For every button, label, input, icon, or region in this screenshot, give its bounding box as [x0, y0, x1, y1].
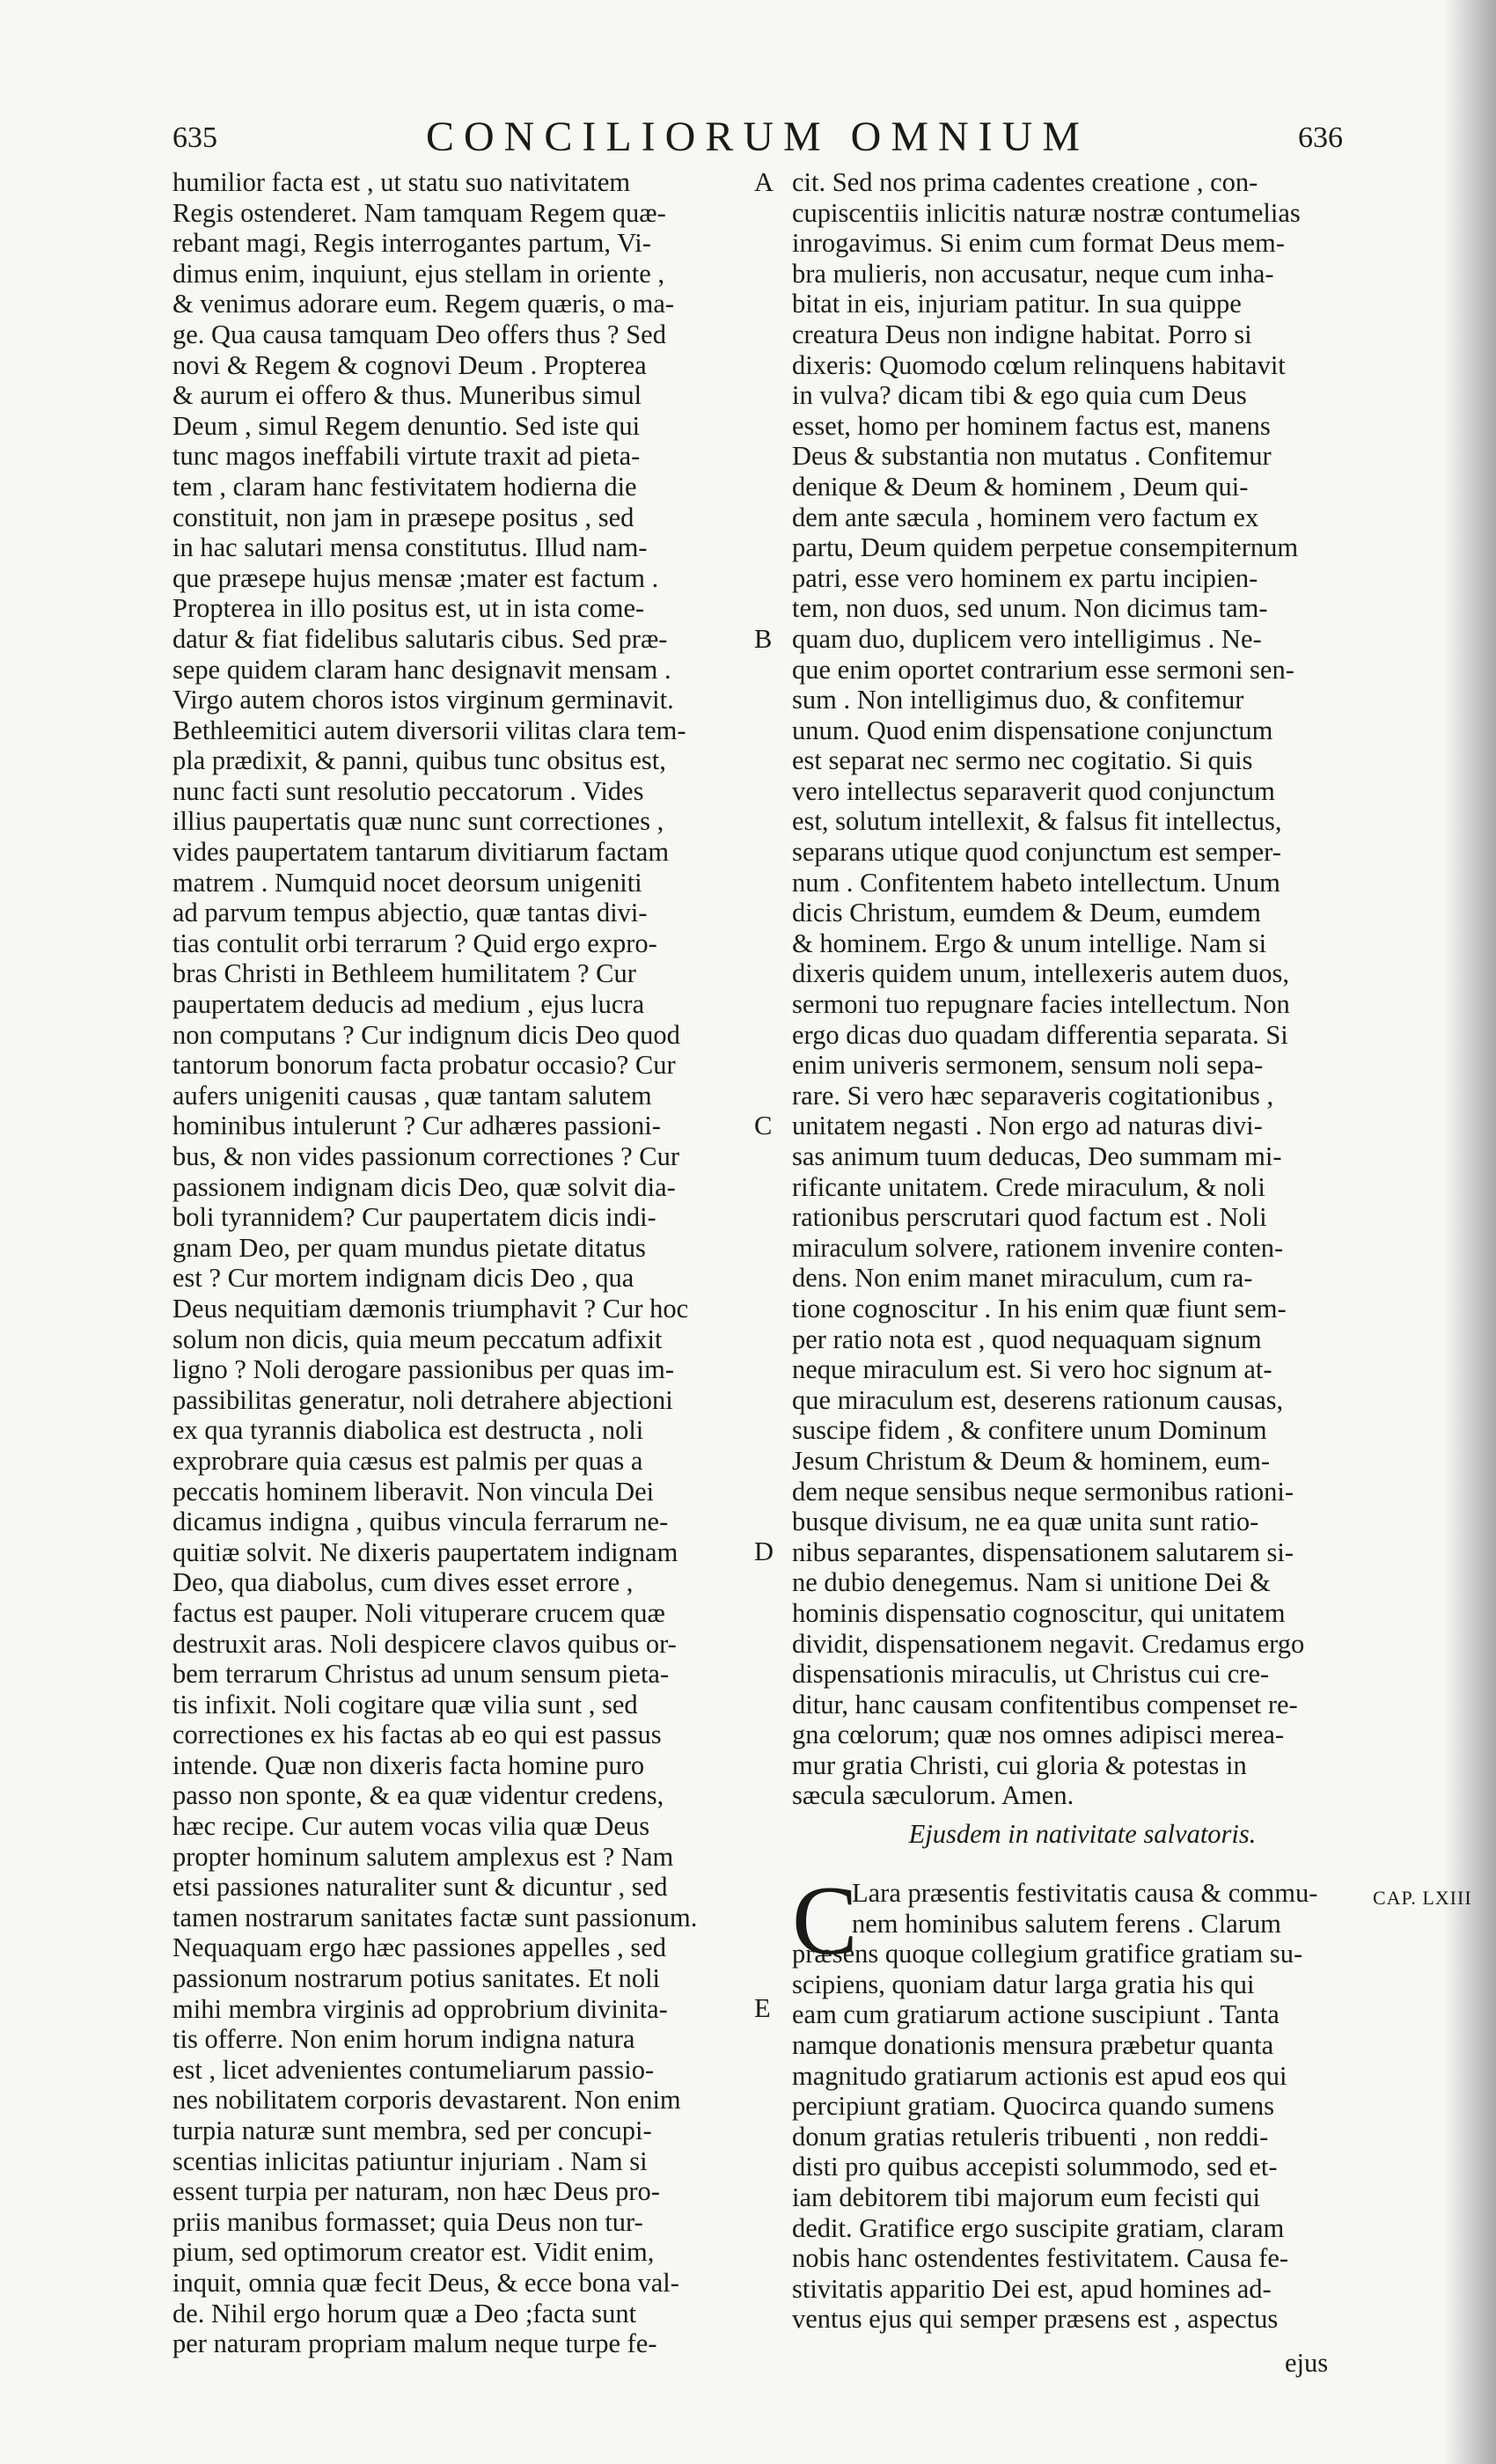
text-line: ne dubio denegemus. Nam si unitione Dei & [792, 1567, 1271, 1598]
text-line: quitiæ solvit. Ne dixeris paupertatem indignam [172, 1536, 678, 1567]
text-line: nobis hanc ostendentes festivitatem. Causa fe- [792, 2243, 1289, 2274]
text-line: unum. Quod enim dispensatione conjunctum [792, 715, 1273, 745]
text-line: disti pro quibus accepisti solummodo, sed et- [792, 2152, 1278, 2182]
text-line: ligno ? Noli derogare passionibus per quas im- [172, 1354, 675, 1385]
text-line: pium, sed optimorum creator est. Vidit enim, [172, 2237, 655, 2268]
text-line: miraculum solvere, rationem invenire conten- [792, 1232, 1284, 1263]
text-line: neque miraculum est. Si vero hoc signum at- [792, 1354, 1272, 1385]
margin-marker-b: B [754, 624, 773, 654]
text-line: illius paupertatis quæ nunc sunt correctiones , [172, 806, 664, 837]
right-column [792, 167, 1373, 1811]
text-line: bus, & non vides passionum correctiones ? Cur [172, 1141, 680, 1171]
text-line: tis infixit. Noli cogitare quæ vilia sunt , sed [172, 1689, 638, 1720]
text-line: priis manibus formasset; quia Deus non tur- [172, 2206, 643, 2237]
text-line: busque divisum, ne ea quæ unita sunt ratio- [792, 1507, 1259, 1537]
text-line: propter hominum salutem amplexus est ? Nam [172, 1841, 674, 1872]
text-line: matrem . Numquid nocet deorsum unigeniti [172, 867, 642, 898]
text-line: hæc recipe. Cur autem vocas vilia quæ Deus [172, 1811, 650, 1842]
text-line: sæcula sæculorum. Amen. [792, 1780, 1074, 1811]
text-line: est , licet advenientes contumeliarum passio- [172, 2054, 655, 2085]
chapter-label: CAP. LXIII [1373, 1887, 1472, 1909]
text-line: nibus separantes, dispensationem salutarem si- [792, 1536, 1294, 1567]
text-line: iam debitorem tibi majorum eum fecisti qui [792, 2182, 1260, 2212]
text-line: datur & fiat fidelibus salutaris cibus. Sed præ- [172, 623, 668, 654]
running-title: CONCILIORUM OMNIUM [425, 114, 1089, 160]
text-line: bras Christi in Bethleem humilitatem ? Cur [172, 958, 636, 989]
margin-marker-e: E [754, 1993, 771, 2023]
text-line: unitatem negasti . Non ergo ad naturas divi- [792, 1111, 1263, 1141]
text-line: Regis ostenderet. Nam tamquam Regem quæ- [172, 197, 666, 228]
text-line: dedit. Gratifice ergo suscipite gratiam, claram [792, 2212, 1285, 2243]
text-line: gnam Deo, per quam mundus pietate ditatus [172, 1232, 646, 1263]
text-line: inrogavimus. Si enim cum format Deus mem- [792, 228, 1285, 259]
text-line: constituit, non jam in præsepe positus , sed [172, 502, 634, 532]
text-line: separans utique quod conjunctum est semper- [792, 837, 1281, 868]
margin-marker-d: D [754, 1536, 774, 1566]
text-line: pla prædixit, & panni, quibus tunc obsitus est, [172, 745, 666, 776]
text-line: denique & Deum & hominem , Deum qui- [792, 471, 1249, 502]
page-number-left: 635 [172, 121, 217, 154]
text-line: Deum , simul Regem denuntio. Sed iste qui [172, 410, 641, 441]
section-heading: Ejusdem in nativitate salvatoris. [908, 1819, 1257, 1849]
text-line: que præsepe hujus mensæ ;mater est factum . [172, 562, 659, 593]
text-line: rificante unitatem. Crede miraculum, & noli [792, 1171, 1265, 1202]
text-line: dixeris: Quomodo cœlum relinquens habitavit [792, 349, 1286, 380]
text-line: Deus & substantia non mutatus . Confitemur [792, 441, 1272, 472]
text-line: enim univeris sermonem, sensum noli sepa- [792, 1050, 1264, 1081]
text-line: percipiunt gratiam. Quocirca quando sumens [792, 2091, 1274, 2122]
text-line: rebant magi, Regis interrogantes partum, Vi- [172, 228, 651, 259]
text-line: donum gratias retuleris tribuenti , non reddi- [792, 2121, 1269, 2152]
page-number-right: 636 [1298, 121, 1343, 154]
text-line: creatura Deus non indigne habitat. Porro si [792, 319, 1252, 349]
text-line: stivitatis apparitio Dei est, apud homines ad- [792, 2273, 1272, 2304]
text-line: dividit, dispensationem negavit. Credamus ergo [792, 1628, 1305, 1659]
text-line: turpia naturæ sunt membra, sed per concupi- [172, 2116, 652, 2145]
left-column [172, 167, 753, 2359]
text-line: magnitudo gratiarum actionis est apud eos qui [792, 2060, 1287, 2091]
new-section-text [792, 1866, 1373, 2335]
text-line: & hominem. Ergo & unum intellige. Nam si [792, 928, 1267, 958]
text-line: bra mulieris, non accusatur, neque cum inha- [792, 258, 1274, 289]
margin-marker-c: C [754, 1111, 773, 1140]
text-line: partu, Deum quidem perpetue consempiternum [792, 532, 1299, 563]
drop-cap: C [792, 1866, 858, 1976]
text-line: boli tyrannidem? Cur paupertatem dicis indi- [172, 1202, 656, 1233]
text-line: intende. Quæ non dixeris facta homine puro [172, 1749, 645, 1780]
text-line: que miraculum est, deserens rationum causas, [792, 1384, 1284, 1415]
text-line: etsi passiones naturaliter sunt & dicuntur , sed [172, 1872, 668, 1903]
text-line: passibilitas generatur, noli detrahere abjectioni [172, 1384, 673, 1415]
text-line: esset, homo per hominem factus est, manens [792, 410, 1271, 441]
text-line: novi & Regem & cognovi Deum . Propterea [172, 349, 647, 380]
text-line: correctiones ex his factas ab eo qui est passus [172, 1720, 662, 1750]
text-line: Deo, qua diabolus, cum dives esset errore , [172, 1567, 634, 1598]
text-line: num . Confitentem habeto intellectum. Unum [792, 867, 1280, 898]
text-line: tias contulit orbi terrarum ? Quid ergo expro- [172, 928, 657, 958]
text-line: mihi membra virginis ad opprobrium divinita- [172, 1993, 668, 2024]
text-line: tamen nostrarum sanitates factæ sunt passionum. [172, 1902, 698, 1932]
page-edge-shadow [1443, 0, 1496, 2464]
text-line: & aurum ei offero & thus. Muneribus simul [172, 380, 642, 411]
text-line: per ratio nota est , quod nequaquam signum [792, 1324, 1262, 1354]
text-line: Virgo autem choros istos virginum germinavit. [172, 685, 674, 715]
text-line: hominibus intulerunt ? Cur adhæres passioni- [172, 1111, 661, 1141]
text-line: sum . Non intelligimus duo, & confitemur [792, 685, 1244, 715]
text-line: est ? Cur mortem indignam dicis Deo , qua [172, 1263, 634, 1294]
text-line: ad parvum tempus abjectio, quæ tantas divi- [172, 898, 648, 928]
text-line: vero intellectus separaverit quod conjunctum [792, 775, 1275, 806]
text-line: Propterea in illo positus est, ut in ista come- [172, 593, 645, 624]
text-line: Jesum Christum & Deum & hominem, eum- [792, 1445, 1271, 1476]
text-line: est, solutum intellexit, & falsus fit intellectus, [792, 806, 1282, 837]
text-line: bitat in eis, injuriam patitur. In sua quippe [792, 289, 1242, 319]
text-line: non computans ? Cur indignum dicis Deo quod [172, 1019, 680, 1050]
text-line: bem terrarum Christus ad unum sensum pieta- [172, 1659, 670, 1690]
text-line: essent turpia per naturam, non hæc Deus pro- [172, 2176, 660, 2207]
text-line: dixeris quidem unum, intellexeris autem duos, [792, 958, 1289, 989]
text-line: que enim oportet contrarium esse sermoni sen- [792, 654, 1294, 685]
text-line: præsens quoque collegium gratifice gratiam su- [792, 1939, 1303, 1969]
text-line: solum non dicis, quia meum peccatum adfixit [172, 1324, 663, 1354]
catchword: ejus [1285, 2348, 1329, 2378]
text-line: tunc magos ineffabili virtute traxit ad pieta- [172, 441, 641, 472]
text-line: tis offerre. Non enim horum indigna natura [172, 2024, 635, 2055]
text-line: factus est pauper. Noli vituperare crucem quæ [172, 1597, 665, 1628]
text-line: humilior facta est , ut statu suo nativitatem [172, 167, 631, 197]
text-line: passionum nostrarum potius sanitates. Et noli [172, 1963, 661, 1994]
text-line: destruxit aras. Noli despicere clavos quibus or- [172, 1628, 677, 1659]
text-line: passo non sponte, & ea quæ videntur credens, [172, 1780, 664, 1811]
text-line: cupiscentiis inlicitis naturæ nostræ contumelias [792, 197, 1301, 228]
text-line: Deus nequitiam dæmonis triumphavit ? Cur hoc [172, 1293, 689, 1324]
text-line: ventus ejus qui semper præsens est , aspectus [792, 2304, 1279, 2335]
text-line: passionem indignam dicis Deo, quæ solvit dia- [172, 1171, 676, 1202]
text-line: nem hominibus salutem ferens . Clarum [852, 1908, 1281, 1939]
text-line: mur gratia Christi, cui gloria & potestas in [792, 1749, 1247, 1780]
text-line: scipiens, quoniam datur larga gratia his qui [792, 1969, 1255, 1999]
text-line: sas animum tuum deducas, Deo summam mi- [792, 1141, 1282, 1171]
text-line: tem, non duos, sed unum. Non dicimus tam- [792, 593, 1268, 624]
text-line: tione cognoscitur . In his enim quæ fiunt sem- [792, 1293, 1287, 1324]
text-line: nunc facti sunt resolutio peccatorum . Vides [172, 775, 644, 806]
text-line: exprobrare quia cæsus est palmis per quas a [172, 1445, 643, 1476]
text-line: per naturam propriam malum neque turpe fe- [172, 2328, 657, 2359]
text-line: hominis dispensatio cognoscitur, qui unitatem [792, 1597, 1286, 1628]
text-line: rare. Si vero hæc separaveris cogitationibus , [792, 1080, 1274, 1111]
text-line: tantorum bonorum facta probatur occasio? Cur [172, 1050, 676, 1081]
text-line: cit. Sed nos prima cadentes creatione , con- [792, 167, 1258, 197]
text-line: Nequaquam ergo hæc passiones appelles , sed [172, 1932, 667, 1963]
text-line: ditur, hanc causam confitentibus compenset re- [792, 1689, 1298, 1720]
text-line: scentias inlicitas patiuntur injuriam . Nam si [172, 2145, 648, 2176]
text-line: dem neque sensibus neque sermonibus rationi- [792, 1476, 1294, 1507]
text-line: gna cœlorum; quæ nos omnes adipisci merea- [792, 1720, 1285, 1750]
text-line: ergo dicas duo quadam differentia separata. Si [792, 1019, 1288, 1050]
text-line: ex qua tyrannis diabolica est destructa , noli [172, 1415, 644, 1446]
text-line: dispensationis miraculis, ut Christus cui cre- [792, 1659, 1270, 1690]
text-line: tem , claram hanc festivitatem hodierna die [172, 471, 637, 502]
text-line: aufers unigeniti causas , quæ tantam salutem [172, 1080, 652, 1111]
text-line: in hac salutari mensa constitutus. Illud nam- [172, 532, 648, 563]
text-line: peccatis hominem liberavit. Non vincula Dei [172, 1476, 655, 1507]
text-line: namque donationis mensura præbetur quanta [792, 2029, 1274, 2060]
text-line: rationibus perscrutari quod factum est . Noli [792, 1202, 1267, 1233]
text-line: sepe quidem claram hanc designavit mensam . [172, 654, 671, 685]
text-line: ge. Qua causa tamquam Deo offers thus ? Sed [172, 319, 666, 349]
text-line: dicamus indigna , quibus vincula ferrarum ne- [172, 1507, 669, 1537]
text-line: paupertatem deducis ad medium , ejus lucra [172, 989, 645, 1020]
text-line: dem ante sæcula , hominem vero factum ex [792, 502, 1259, 532]
margin-marker-a: A [754, 167, 774, 197]
text-line: est separat nec sermo nec cogitatio. Si quis [792, 745, 1253, 776]
text-line: quam duo, duplicem vero intelligimus . Ne- [792, 623, 1262, 654]
text-line: dimus enim, inquiunt, ejus stellam in oriente , [172, 258, 665, 289]
text-line: vides paupertatem tantarum divitiarum factam [172, 837, 670, 868]
text-line: de. Nihil ergo horum quæ a Deo ;facta sunt [172, 2298, 637, 2328]
text-line: eam cum gratiarum actione suscipiunt . Tanta [792, 1999, 1280, 2030]
text-line: inquit, omnia quæ fecit Deus, & ecce bona val- [172, 2267, 679, 2298]
text-line: patri, esse vero hominem ex partu incipien- [792, 562, 1258, 593]
text-line: suscipe fidem , & confitere unum Dominum [792, 1415, 1267, 1446]
text-line: dens. Non enim manet miraculum, cum ra- [792, 1263, 1253, 1294]
text-line: dicis Christum, eumdem & Deum, eumdem [792, 898, 1261, 928]
page-header [172, 113, 1343, 165]
text-line: in vulva? dicam tibi & ego quia cum Deus [792, 380, 1247, 411]
text-line: nes nobilitatem corporis devastarent. Non enim [172, 2085, 681, 2116]
text-line: & venimus adorare eum. Regem quæris, o ma- [172, 289, 675, 319]
text-line: sermoni tuo repugnare facies intellectum. Non [792, 989, 1290, 1020]
text-line: Lara præsentis festivitatis causa & commu- [852, 1878, 1318, 1908]
text-line: Bethleemitici autem diversorii vilitas clara tem- [172, 715, 686, 745]
